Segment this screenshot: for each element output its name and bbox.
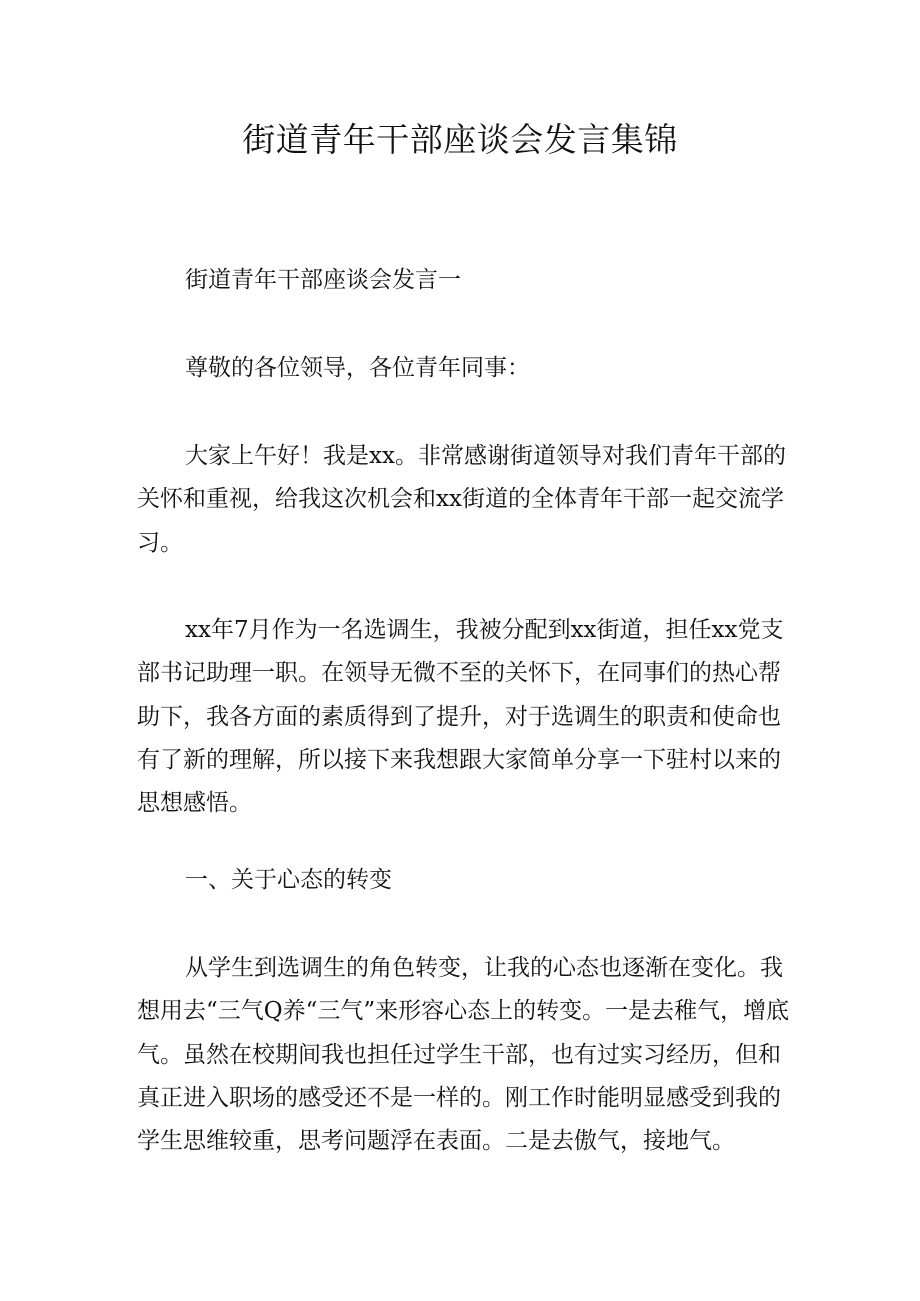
document-title: 街道青年干部座谈会发言集锦	[242, 120, 678, 159]
paragraph-intro: 大家上午好！我是xx。非常感谢街道领导对我们青年干部的关怀和重视，给我这次机会和xx街道的全体青年干部一起交流学习。	[137, 443, 786, 556]
section-heading: 一、关于心态的转变	[185, 867, 392, 893]
speech-subtitle: 街道青年干部座谈会发言一	[185, 267, 461, 293]
paragraph-mindset: 从学生到选调生的角色转变，让我的心态也逐渐在变化。我想用去“三气Q养“三气”来形容心态上的转变。一是去稚气，增底气。虽然在校期间我也担任过学生干部，也有过实习经历，但和真正进入职场的感受还不是一样的。刚工作时能明显感受到我的学生思维较重，思考问题浮在表面。二是去傲气，接地气。	[137, 955, 790, 1155]
greeting: 尊敬的各位领导，各位青年同事：	[185, 355, 530, 381]
paragraph-background: xx年7月作为一名选调生，我被分配到xx街道，担任xx党支部书记助理一职。在领导无微不至的关怀下，在同事们的热心帮助下，我各方面的素质得到了提升，对于选调生的职责和使命也有了新的理解，所以接下来我想跟大家简单分享一下驻村以来的思想感悟。	[137, 617, 784, 817]
